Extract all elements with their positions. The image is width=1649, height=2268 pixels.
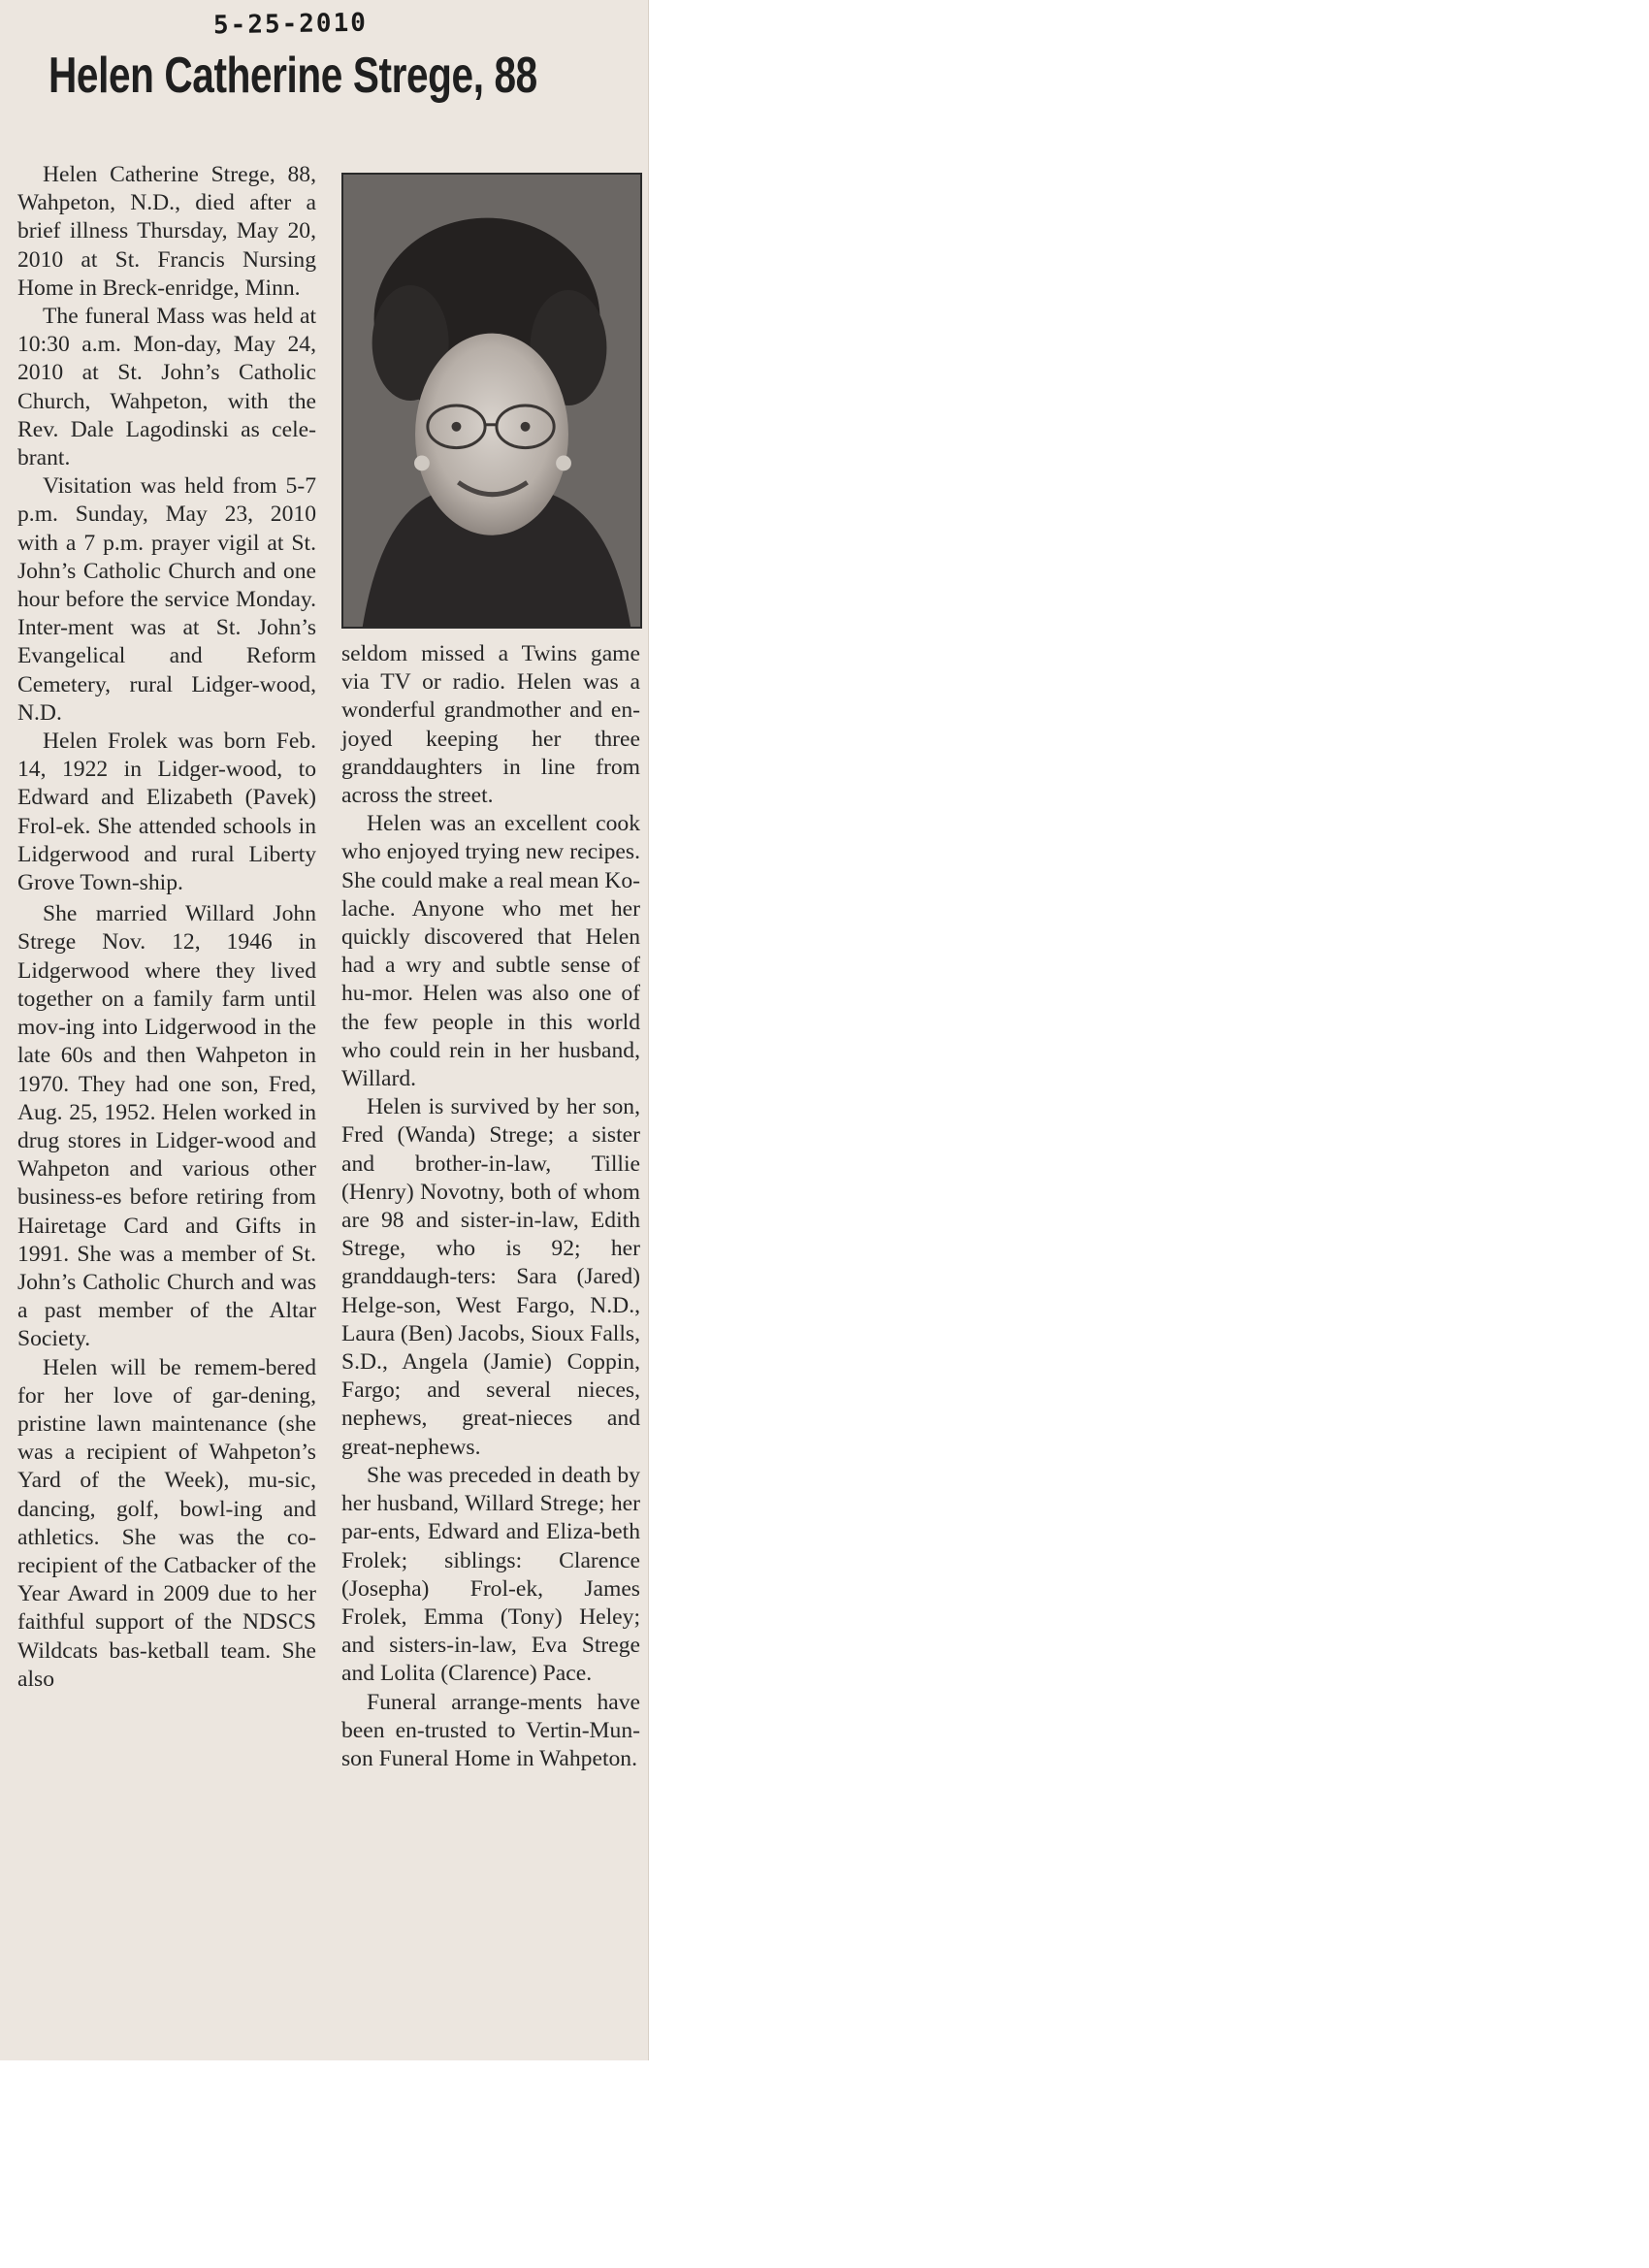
obituary-headline: Helen Catherine Strege, 88: [48, 48, 537, 104]
paragraph-marriage: She married Willard John Strege Nov. 12, 1946 in Lidgerwood where they lived together on a family farm until mov-ing into Lidgerwood in the late 60s and then Wahpeton in 1970. They had one son, Fred, Aug. 25, 1952. Helen worked in drug stores in Lidger-wood and Wahpeton and various other business-es before retiring from Hairetage Card and Gifts in 1991. She was a member of St. John’s Catholic Church and was a past member of the Altar Society.: [17, 901, 316, 1352]
paragraph-intro: Helen Catherine Strege, 88, Wahpeton, N.D., died after a brief illness Thursday, May 20, 2010 at St. Francis Nursing Home in Breck-enridge, Minn.: [17, 162, 316, 301]
paragraph-survivors: Helen is survived by her son, Fred (Wanda) Strege; a sister and brother-in-law, Tillie (Henry) Novotny, both of whom are 98 and sister-in-law, Edith Strege, who is 92; her granddaugh-ters: Sara (Jared) Helge-son, West Fargo, N.D., Laura (Ben) Jacobs, Sioux Falls, S.D., Angela (Jamie) Coppin, Fargo; and several nieces, nephews, great-nieces and great-nephews.: [341, 1094, 640, 1460]
paragraph-visitation: Visitation was held from 5-7 p.m. Sunday, May 23, 2010 with a 7 p.m. prayer vigil at St. John’s Catholic Church and one hour before the service Monday. Inter-ment was at St. John’s Evangelical and Reform Cemetery, rural Lidger-wood, N.D.: [17, 473, 316, 726]
paragraph-remembered: Helen will be remem-bered for her love of gar-dening, pristine lawn maintenance (she was a recipient of Wahpeton’s Yard of the Week), mu-sic, dancing, golf, bowl-ing and athletics. She was the co-recipient of the Catbacker of the Year Award in 2009 due to her faithful support of the NDSCS Wildcats bas-ketball team. She also: [17, 1354, 316, 1692]
portrait-photo: [341, 173, 642, 629]
paragraph-twins: seldom missed a Twins game via TV or radio. Helen was a wonderful grandmother and en-joyed keeping her three granddaughters in line from across the street.: [341, 641, 640, 809]
paragraph-funeral-mass: The funeral Mass was held at 10:30 a.m. Mon-day, May 24, 2010 at St. John’s Catholic Church, Wahpeton, with the Rev. Dale Lagodinski as cele-brant.: [17, 304, 316, 471]
portrait-photo-icon: [343, 175, 640, 627]
handwritten-date: 5-25-2010: [212, 8, 369, 41]
left-text-column: [17, 161, 316, 1694]
paragraph-preceded: She was preceded in death by her husband, Willard Strege; her par-ents, Edward and Eliza-beth Frolek; siblings: Clarence (Josepha) Frol-ek, James Frolek, Emma (Tony) Heley; and sisters-in-law, Eva Strege and Lolita (Clarence) Pace.: [341, 1462, 640, 1687]
paragraph-birth: Helen Frolek was born Feb. 14, 1922 in Lidger-wood, to Edward and Elizabeth (Pavek) Frol-ek. She attended schools in Lidgerwood and rural Liberty Grove Town-ship.: [17, 729, 316, 896]
right-text-column: [341, 640, 640, 1773]
newspaper-clipping: [0, 0, 648, 2060]
paragraph-cook: Helen was an excellent cook who enjoyed trying new recipes. She could make a real mean Ko-lache. Anyone who met her quickly discovered that Helen had a wry and subtle sense of hu-mor. Helen was also one of the few people in this world who could rein in her husband, Willard.: [341, 811, 640, 1092]
paragraph-arrangements: Funeral arrange-ments have been en-trusted to Vertin-Mun-son Funeral Home in Wahpeton.: [341, 1689, 640, 1771]
